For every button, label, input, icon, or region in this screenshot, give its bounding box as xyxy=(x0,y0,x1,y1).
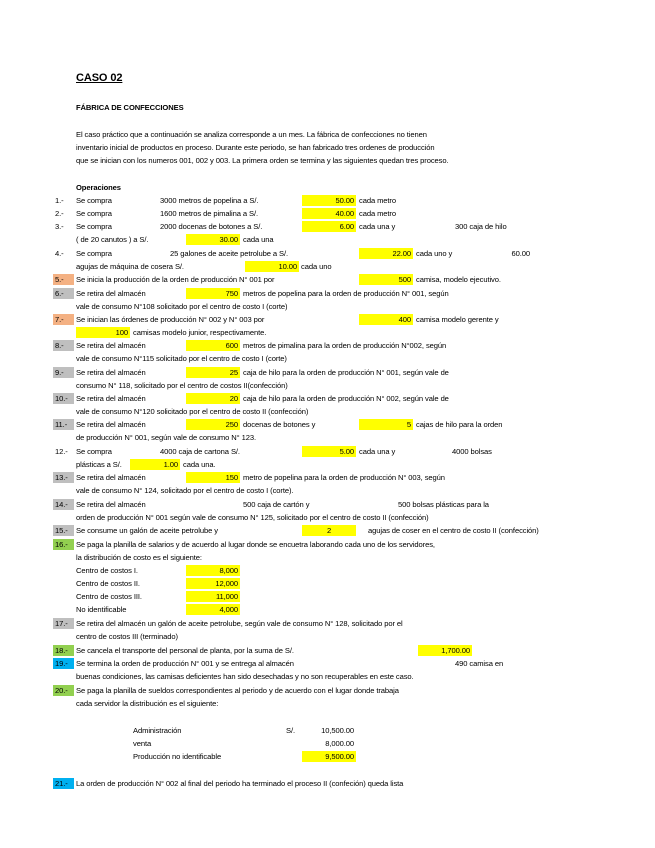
op-value: 40.00 xyxy=(335,209,354,218)
op-text: Se inician las órdenes de producción N° 002 y N° 003 por xyxy=(76,315,265,324)
op-value: 10.00 xyxy=(278,262,297,271)
op-number: 7.- xyxy=(55,315,64,324)
op-text: vale de consumo N°108 solicitado por el centro de costo I (corte) xyxy=(76,302,288,311)
op-text: Se retira del almacén xyxy=(76,420,146,429)
op-text: cada metro xyxy=(359,209,396,218)
cost-center-label: Centro de costos III. xyxy=(76,592,142,601)
op-text: metros de popelina para la orden de producción N° 001, según xyxy=(243,289,449,298)
op-value: 600 xyxy=(225,341,238,350)
salary-label: Producción no identificable xyxy=(133,752,222,761)
op-value: 50.00 xyxy=(335,196,354,205)
op-text: la distribución de costo es el siguiente: xyxy=(76,553,202,562)
op-text: Se retira del almacén xyxy=(76,500,146,509)
op-value: 20 xyxy=(229,394,238,403)
op-value: 5.00 xyxy=(339,447,354,456)
op-number: 20.- xyxy=(55,686,68,695)
cost-center-label: No identificable xyxy=(76,605,127,614)
cost-center-label: Centro de costos II. xyxy=(76,579,140,588)
op-text: caja de hilo para la orden de producción N° 002, según vale de xyxy=(243,394,449,403)
op-text: 300 caja de hilo xyxy=(455,222,507,231)
salary-label: Administración xyxy=(133,726,182,735)
op-text: cada uno xyxy=(301,262,332,271)
cost-center-label: Centro de costos I. xyxy=(76,566,138,575)
salary-label: venta xyxy=(133,739,152,748)
op-text: Se compra xyxy=(76,222,112,231)
op-value: 22.00 xyxy=(392,249,411,258)
op-value: 6.00 xyxy=(339,222,354,231)
op-number: 21.- xyxy=(55,779,68,788)
op-text: de producción N° 001, según vale de consumo N° 123. xyxy=(76,433,256,442)
op-number: 3.- xyxy=(55,222,64,231)
op-number: 18.- xyxy=(55,646,68,655)
op-value: 5 xyxy=(406,420,411,429)
op-text: buenas condiciones, las camisas deficientes han sido desechadas y no son recuperables en este caso. xyxy=(76,672,414,681)
op-text: camisas modelo junior, respectivamente. xyxy=(133,328,267,337)
op-number: 5.- xyxy=(55,275,64,284)
op-number: 16.- xyxy=(55,540,68,549)
op-text: plásticas a S/. xyxy=(76,460,122,469)
op-text: cajas de hilo para la orden xyxy=(416,420,503,429)
currency-label: S/. xyxy=(286,726,295,735)
op-number: 9.- xyxy=(55,368,64,377)
op-text: Se compra xyxy=(76,249,112,258)
op-text: 490 camisa en xyxy=(455,659,504,668)
op-text: cada metro xyxy=(359,196,396,205)
op-number: 11.- xyxy=(55,420,68,429)
op-text: cada una y xyxy=(359,222,396,231)
op-text: Se compra xyxy=(76,447,112,456)
op-number: 15.- xyxy=(55,526,68,535)
op-value: 60.00 xyxy=(511,249,530,258)
op-text: Se consume un galón de aceite petrolube y xyxy=(76,526,218,535)
op-number: 1.- xyxy=(55,196,64,205)
op-value: 400 xyxy=(398,315,411,324)
op-text: metros de pimalina para la orden de producción N°002, según xyxy=(243,341,447,350)
op-number: 12.- xyxy=(55,447,68,456)
page-subtitle: FÁBRICA DE CONFECCIONES xyxy=(76,103,184,112)
op-number: 2.- xyxy=(55,209,64,218)
salary-value: 8,000.00 xyxy=(325,739,354,748)
op-text: camisa, modelo ejecutivo. xyxy=(416,275,501,284)
op-text: camisa modelo gerente y xyxy=(416,315,499,324)
op-text: vale de consumo N°120 solicitado por el centro de costo II (confección) xyxy=(76,407,309,416)
op-text: Se retira del almacén xyxy=(76,473,146,482)
op-text: Se paga la planilla de sueldos correspondientes al periodo y de acuerdo con el lugar donde trabaja xyxy=(76,686,399,695)
op-text: Se inicia la producción de la orden de producción N° 001 por xyxy=(76,275,275,284)
op-text: consumo N° 118, solicitado por el centro de costos II(confección) xyxy=(76,381,288,390)
op-text: caja de hilo para la orden de producción N° 001, según vale de xyxy=(243,368,449,377)
op-text: Se retira del almacén xyxy=(76,289,146,298)
op-text: Se cancela el transporte del personal de planta, por la suma de S/. xyxy=(76,646,294,655)
op-value: 2 xyxy=(326,526,332,535)
op-value: 1.00 xyxy=(163,460,178,469)
op-value: 500 xyxy=(398,275,411,284)
cost-center-value: 12,000 xyxy=(215,579,238,588)
op-text: Se paga la planilla de salarios y de acuerdo al lugar donde se encuetra laborando cada uno de los servidores, xyxy=(76,540,435,549)
operations-heading: Operaciones xyxy=(76,183,121,192)
op-text: cada una xyxy=(243,235,274,244)
op-text: vale de consumo N° 124, solicitado por el centro de costo I (corte). xyxy=(76,486,294,495)
op-text: La orden de producción N° 002 al final del periodo ha terminado el proceso II (confeción) queda lista xyxy=(76,779,404,788)
op-text: 500 caja de cartón y xyxy=(243,500,310,509)
op-number: 17.- xyxy=(55,619,68,628)
op-number: 14.- xyxy=(55,500,68,509)
op-value: 150 xyxy=(225,473,238,482)
op-text: 4000 caja de cartona S/. xyxy=(160,447,240,456)
op-text: 25 galones de aceite petrolube a S/. xyxy=(170,249,288,258)
op-text: Se retira del almacén xyxy=(76,394,146,403)
op-text: agujas de coser en el centro de costo II (confección) xyxy=(368,526,539,535)
op-value: 250 xyxy=(225,420,238,429)
op-text: vale de consumo N°115 solicitado por el centro de costo I (corte) xyxy=(76,354,287,363)
op-value: 100 xyxy=(115,328,128,337)
op-number: 10.- xyxy=(55,394,68,403)
op-value: 25 xyxy=(229,368,238,377)
op-value: 30.00 xyxy=(219,235,238,244)
op-number: 6.- xyxy=(55,289,64,298)
op-text: agujas de máquina de cosera S/. xyxy=(76,262,184,271)
op-text: metro de popelina para la orden de producción N° 003, según xyxy=(243,473,445,482)
op-text: centro de costos III (terminado) xyxy=(76,632,178,641)
salary-value: 10,500.00 xyxy=(321,726,354,735)
op-text: docenas de botones y xyxy=(243,420,316,429)
op-text: 4000 bolsas xyxy=(452,447,492,456)
intro-line-2: inventario inicial de productos en proceso. Durante este periodo, se han fabricado tres ordenes de producción xyxy=(76,143,435,152)
op-number: 13.- xyxy=(55,473,68,482)
cost-center-value: 8,000 xyxy=(219,566,238,575)
op-text: Se compra xyxy=(76,196,112,205)
intro-line-3: que se inician con los numeros 001, 002 y 003. La primera orden se termina y las siguientes quedan tres proceso. xyxy=(76,156,449,165)
op-number: 8.- xyxy=(55,341,64,350)
op-text: cada una y xyxy=(359,447,396,456)
op-text: cada uno y xyxy=(416,249,453,258)
op-text: 500 bolsas plásticas para la xyxy=(398,500,489,509)
op-text: Se termina la orden de producción N° 001 y se entrega al almacén xyxy=(76,659,294,668)
op-text: cada una. xyxy=(183,460,216,469)
op-text: Se compra xyxy=(76,209,112,218)
intro-line-1: El caso práctico que a continuación se analiza corresponde a un mes. La fábrica de confecciones no tienen xyxy=(76,130,427,139)
op-text: 1600 metros de pimalina a S/. xyxy=(160,209,258,218)
op-text: Se retira del almacén xyxy=(76,368,146,377)
op-text: 2000 docenas de botones a S/. xyxy=(160,222,263,231)
op-text: cada servidor la distribución es el siguiente: xyxy=(76,699,219,708)
op-value: 1,700.00 xyxy=(441,646,470,655)
op-text: Se retira del almacén un galón de aceite petrolube, según vale de consumo N° 128, solicitado por el xyxy=(76,619,403,628)
op-text: 3000 metros de popelina a S/. xyxy=(160,196,259,205)
page-title: CASO 02 xyxy=(76,72,123,84)
op-text: Se retira del almacén xyxy=(76,341,146,350)
op-value: 750 xyxy=(225,289,238,298)
op-text: orden de producción N° 001 según vale de consumo N° 125, solicitado por el centro de costo II (confección) xyxy=(76,513,429,522)
salary-value: 9,500.00 xyxy=(325,752,354,761)
cost-center-value: 4,000 xyxy=(219,605,238,614)
op-number: 19.- xyxy=(55,659,68,668)
op-text: ( de 20 canutos ) a S/. xyxy=(76,235,149,244)
cost-center-value: 11,000 xyxy=(215,592,238,601)
op-number: 4.- xyxy=(55,249,64,258)
